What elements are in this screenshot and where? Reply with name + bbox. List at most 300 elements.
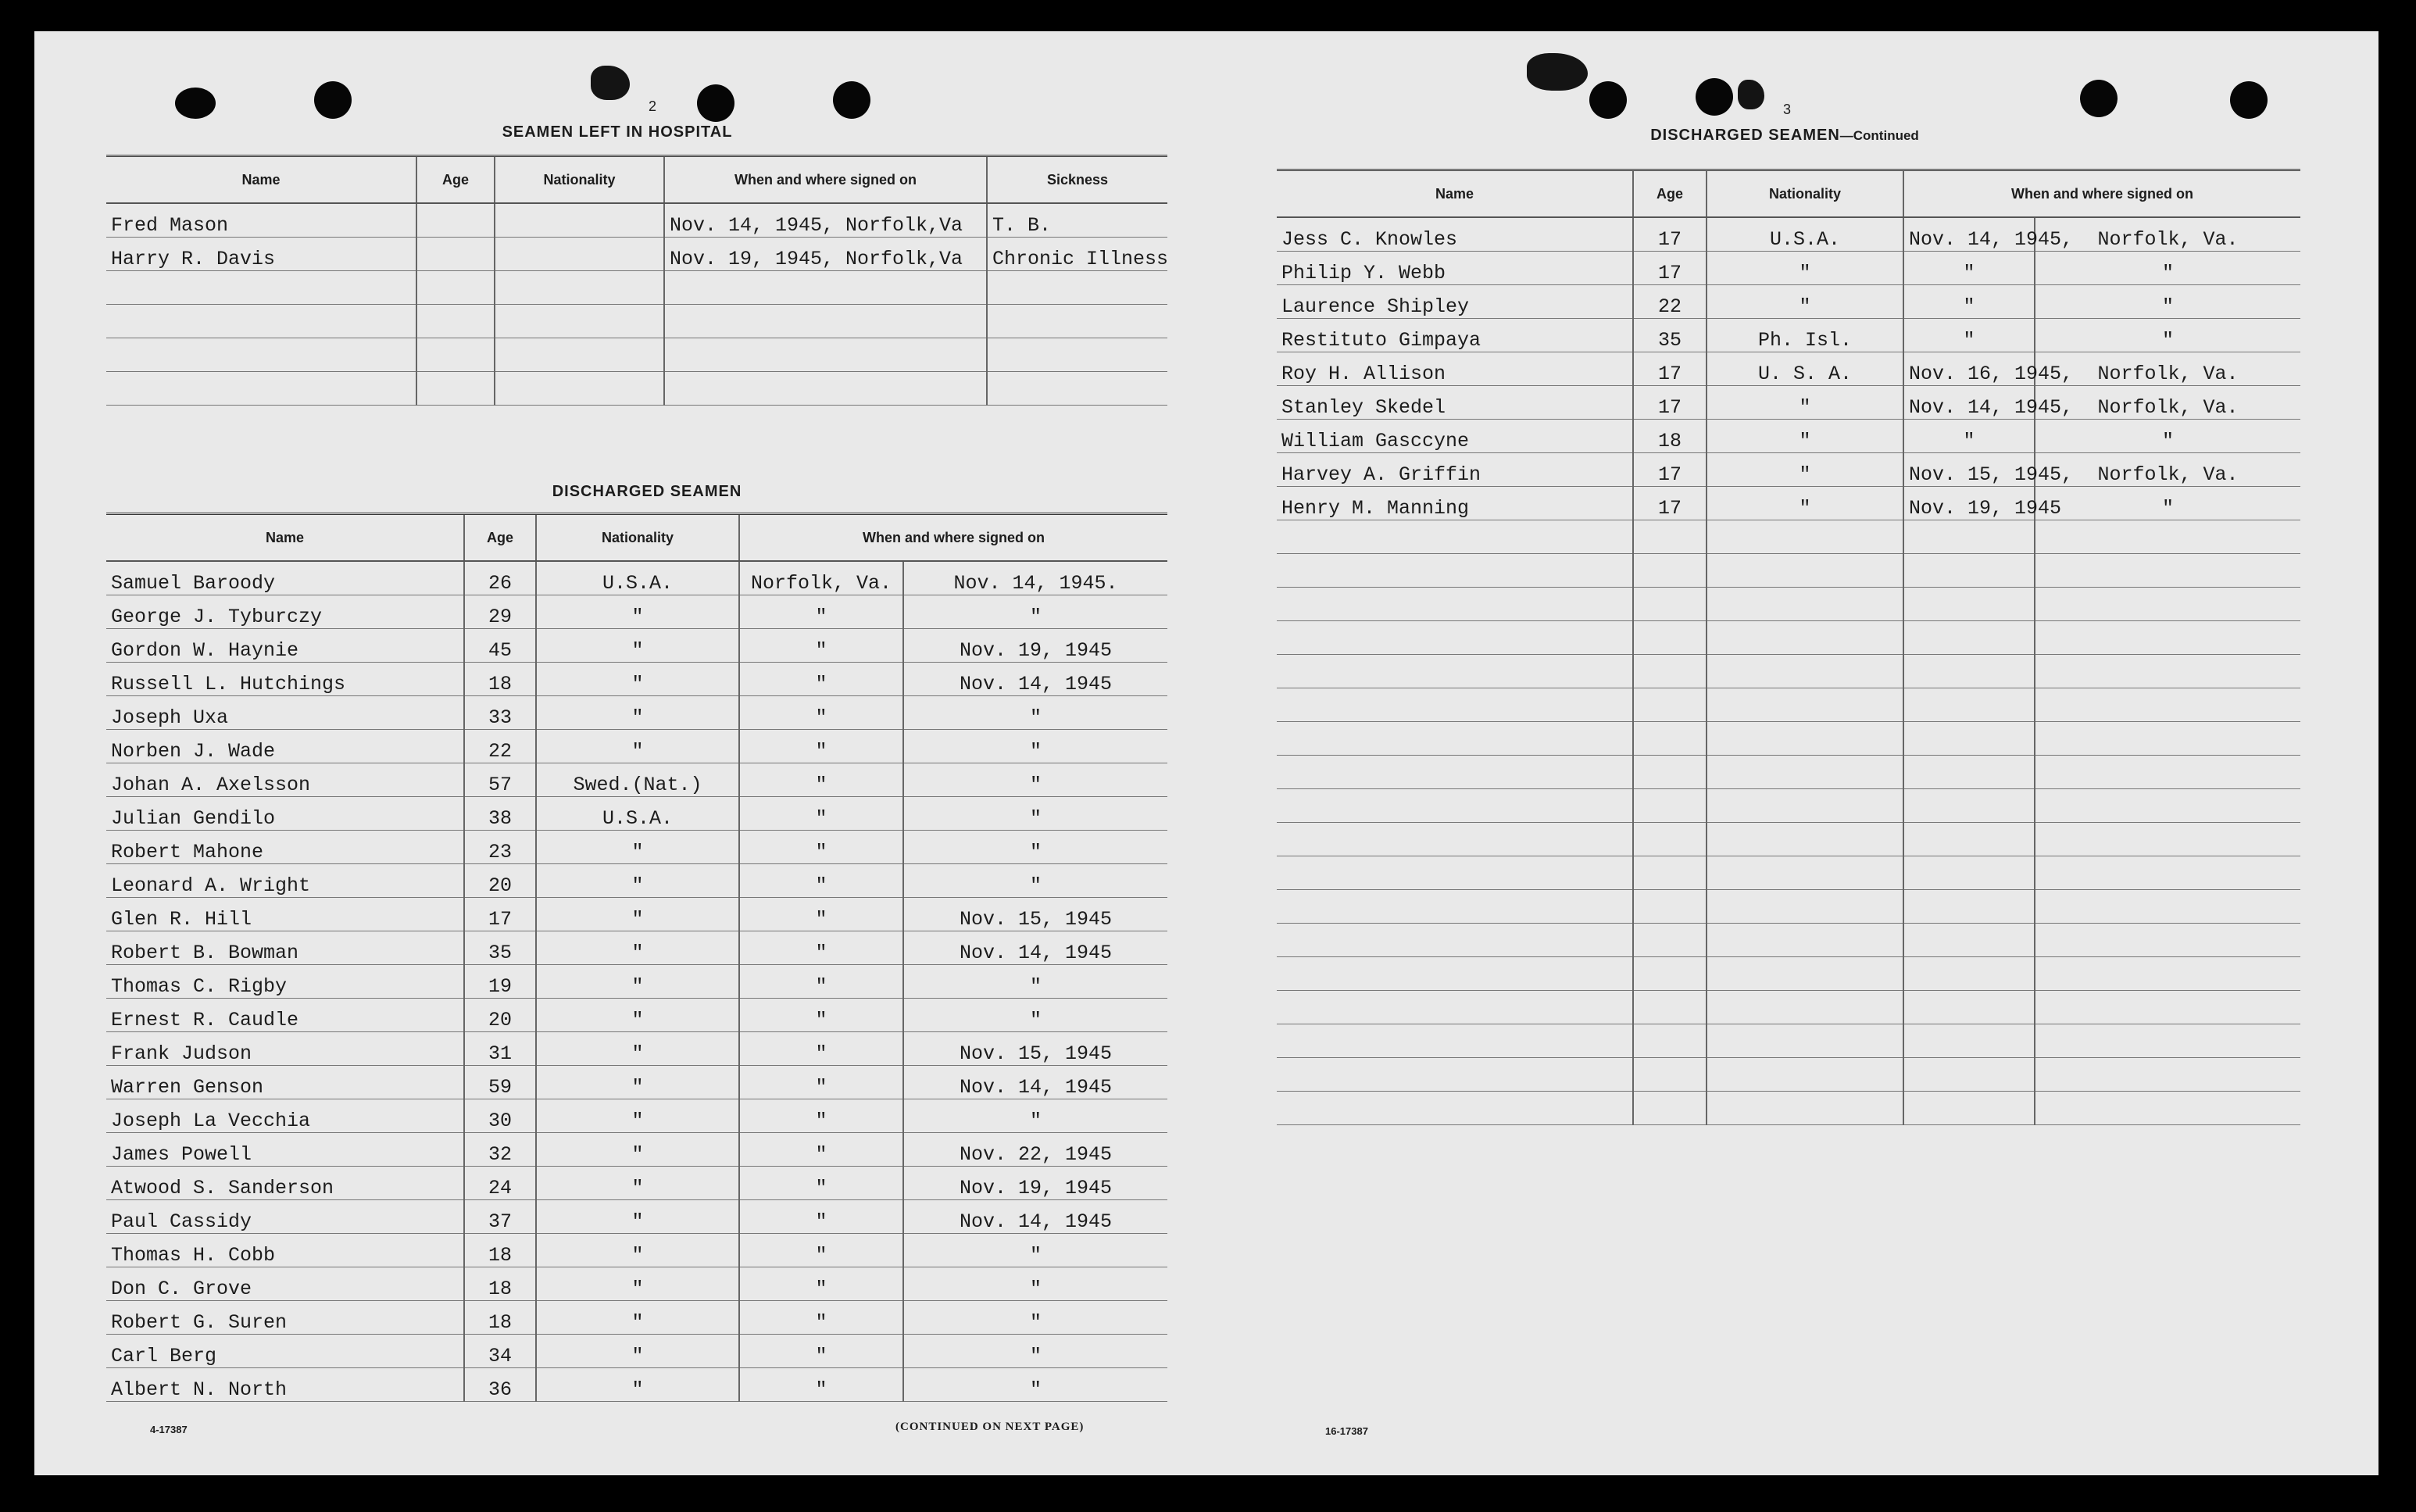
discharged-row — [106, 1368, 1167, 1402]
discharged-continued-row — [1277, 453, 2300, 487]
signed-on-date-cell: Nov. 15, 1945 — [903, 1032, 1167, 1066]
nationality-cell: U. S. A. — [1707, 352, 1903, 386]
signed-on-place-cell — [2035, 890, 2300, 924]
signed-on-cell — [664, 372, 987, 406]
age-cell: 45 — [464, 629, 536, 663]
age-cell: 18 — [464, 1301, 536, 1335]
signed-on-place-cell — [2035, 1058, 2300, 1092]
signed-on-date-cell: " — [903, 1335, 1167, 1368]
discharged-row — [106, 931, 1167, 965]
signed-on-place-cell — [2035, 756, 2300, 789]
age-cell — [416, 338, 495, 372]
age-cell: 17 — [1633, 352, 1707, 386]
nationality-cell: U.S.A. — [536, 797, 739, 831]
nationality-cell: " — [1707, 420, 1903, 453]
seaman-name-cell: Laurence Shipley — [1277, 285, 1633, 319]
signed-on-date-cell — [1903, 856, 2035, 890]
age-cell: 22 — [1633, 285, 1707, 319]
signed-on-date-cell: Nov. 19, 1945 — [903, 629, 1167, 663]
signed-on-place-cell: " — [739, 1200, 903, 1234]
age-cell — [1633, 588, 1707, 621]
signed-on-date-cell: Nov. 14, 1945 — [903, 1200, 1167, 1234]
signed-on-date-cell: Nov. 14, 1945 — [903, 663, 1167, 696]
column-header: Age — [1633, 170, 1707, 218]
nationality-cell: " — [536, 898, 739, 931]
seaman-name-cell — [1277, 789, 1633, 823]
signed-on-date-cell — [1903, 520, 2035, 554]
seaman-name-cell: Thomas C. Rigby — [106, 965, 464, 999]
signed-on-date-cell: Nov. 22, 1945 — [903, 1133, 1167, 1167]
signed-on-place-cell — [2035, 991, 2300, 1024]
discharged-row — [106, 696, 1167, 730]
hospital-row — [106, 238, 1167, 271]
signed-on-date-cell — [1903, 621, 2035, 655]
signed-on-place-cell: " — [739, 898, 903, 931]
age-cell: 30 — [464, 1099, 536, 1133]
nationality-cell: " — [536, 1368, 739, 1402]
discharged-table — [106, 513, 1167, 1402]
ink-stain — [591, 66, 630, 100]
signed-on-place-cell: " — [739, 1032, 903, 1066]
seaman-name-cell: Robert B. Bowman — [106, 931, 464, 965]
hospital-section-title: SEAMEN LEFT IN HOSPITAL — [502, 123, 733, 141]
discharged-continued-row — [1277, 319, 2300, 352]
signed-on-date-cell: Nov. 19, 1945 — [903, 1167, 1167, 1200]
seaman-name-cell — [1277, 621, 1633, 655]
discharged-row — [106, 629, 1167, 663]
signed-on-place-cell: " — [2035, 319, 2300, 352]
signed-on-place-cell: " — [739, 696, 903, 730]
nationality-cell: " — [536, 1066, 739, 1099]
seaman-name-cell: Atwood S. Sanderson — [106, 1167, 464, 1200]
signed-on-date-cell: " — [903, 1368, 1167, 1402]
signed-on-date-cell: " — [903, 696, 1167, 730]
signed-on-place-cell — [2035, 856, 2300, 890]
nationality-cell: " — [536, 1267, 739, 1301]
signed-on-place-cell: " — [739, 1234, 903, 1267]
discharged-continued-row — [1277, 588, 2300, 621]
age-cell — [416, 203, 495, 238]
seaman-name-cell: Joseph La Vecchia — [106, 1099, 464, 1133]
signed-on-place-cell — [2035, 823, 2300, 856]
signed-on-date-cell: " — [903, 730, 1167, 763]
seaman-name-cell: Johan A. Axelsson — [106, 763, 464, 797]
discharged-continued-row — [1277, 420, 2300, 453]
page-number: 2 — [649, 98, 657, 114]
seaman-name-cell: Robert G. Suren — [106, 1301, 464, 1335]
nationality-cell: " — [536, 831, 739, 864]
age-cell — [1633, 789, 1707, 823]
signed-on-place-cell: Norfolk, Va. — [2035, 352, 2300, 386]
seaman-name-cell: Gordon W. Haynie — [106, 629, 464, 663]
hospital-row — [106, 305, 1167, 338]
signed-on-date-cell: " — [903, 1301, 1167, 1335]
seaman-name-cell: Norben J. Wade — [106, 730, 464, 763]
age-cell: 18 — [464, 1267, 536, 1301]
seaman-name-cell: Warren Genson — [106, 1066, 464, 1099]
signed-on-date-cell: Nov. 16, 1945, — [1903, 352, 2035, 386]
age-cell: 35 — [1633, 319, 1707, 352]
sickness-cell — [987, 305, 1167, 338]
age-cell: 17 — [1633, 386, 1707, 420]
discharged-continued-row — [1277, 924, 2300, 957]
column-header: When and where signed on — [664, 156, 987, 204]
signed-on-date-cell — [1903, 688, 2035, 722]
column-header: Age — [416, 156, 495, 204]
seaman-name-cell: Glen R. Hill — [106, 898, 464, 931]
discharged-continued-row — [1277, 1092, 2300, 1125]
age-cell: 19 — [464, 965, 536, 999]
nationality-cell: " — [536, 1099, 739, 1133]
signed-on-place-cell: " — [739, 1301, 903, 1335]
seaman-name-cell: James Powell — [106, 1133, 464, 1167]
discharged-continued-row — [1277, 789, 2300, 823]
signed-on-place-cell: Norfolk, Va. — [739, 561, 903, 595]
column-header: Nationality — [1707, 170, 1903, 218]
nationality-cell: " — [536, 965, 739, 999]
sickness-cell: Chronic Illness — [987, 238, 1167, 271]
signed-on-cell — [664, 305, 987, 338]
nationality-cell — [495, 305, 664, 338]
hospital-row — [106, 271, 1167, 305]
discharged-row — [106, 1032, 1167, 1066]
age-cell — [1633, 621, 1707, 655]
seaman-name-cell — [1277, 1092, 1633, 1125]
signed-on-date-cell: " — [903, 763, 1167, 797]
signed-on-date-cell: " — [1903, 319, 2035, 352]
signed-on-place-cell: " — [739, 831, 903, 864]
discharged-continued-row — [1277, 621, 2300, 655]
nationality-cell: " — [536, 1335, 739, 1368]
nationality-cell — [1707, 554, 1903, 588]
discharged-continued-row — [1277, 487, 2300, 520]
document-sheet — [34, 31, 2378, 1475]
discharged-continued-row — [1277, 386, 2300, 420]
signed-on-date-cell — [1903, 1092, 2035, 1125]
age-cell — [1633, 688, 1707, 722]
discharged-row — [106, 1234, 1167, 1267]
ink-stain — [1527, 53, 1588, 91]
hospital-row — [106, 203, 1167, 238]
signed-on-place-cell: " — [739, 1066, 903, 1099]
age-cell: 18 — [464, 1234, 536, 1267]
signed-on-place-cell — [2035, 957, 2300, 991]
column-header: Nationality — [536, 514, 739, 562]
nationality-cell: " — [1707, 285, 1903, 319]
age-cell — [416, 238, 495, 271]
nationality-cell: " — [536, 1234, 739, 1267]
age-cell — [1633, 957, 1707, 991]
signed-on-date-cell — [1903, 789, 2035, 823]
seaman-name-cell: Paul Cassidy — [106, 1200, 464, 1234]
punch-hole — [697, 84, 734, 122]
signed-on-place-cell — [2035, 520, 2300, 554]
seaman-name-cell — [1277, 1058, 1633, 1092]
seaman-name-cell: Stanley Skedel — [1277, 386, 1633, 420]
seaman-name-cell: Robert Mahone — [106, 831, 464, 864]
signed-on-cell — [664, 338, 987, 372]
signed-on-place-cell: " — [2035, 285, 2300, 319]
signed-on-place-cell — [2035, 1092, 2300, 1125]
signed-on-date-cell: " — [903, 965, 1167, 999]
seaman-name-cell: Roy H. Allison — [1277, 352, 1633, 386]
seaman-name-cell — [1277, 957, 1633, 991]
age-cell: 17 — [1633, 487, 1707, 520]
age-cell — [1633, 1058, 1707, 1092]
age-cell: 57 — [464, 763, 536, 797]
seaman-name-cell: Fred Mason — [106, 203, 416, 238]
nationality-cell: " — [536, 629, 739, 663]
signed-on-date-cell — [1903, 1058, 2035, 1092]
seaman-name-cell: Albert N. North — [106, 1368, 464, 1402]
discharged-row — [106, 1335, 1167, 1368]
nationality-cell: " — [536, 730, 739, 763]
seaman-name-cell: Thomas H. Cobb — [106, 1234, 464, 1267]
sickness-cell — [987, 338, 1167, 372]
signed-on-place-cell: " — [739, 1368, 903, 1402]
punch-hole — [833, 81, 870, 119]
discharged-continued-row — [1277, 722, 2300, 756]
signed-on-cell: Nov. 19, 1945, Norfolk,Va — [664, 238, 987, 271]
sickness-cell — [987, 372, 1167, 406]
discharged-row — [106, 730, 1167, 763]
age-cell: 22 — [464, 730, 536, 763]
signed-on-date-cell — [1903, 1024, 2035, 1058]
signed-on-place-cell: " — [739, 763, 903, 797]
age-cell: 38 — [464, 797, 536, 831]
signed-on-date-cell: " — [1903, 285, 2035, 319]
seaman-name-cell — [1277, 890, 1633, 924]
nationality-cell — [1707, 621, 1903, 655]
nationality-cell — [1707, 722, 1903, 756]
punch-hole — [1589, 81, 1627, 119]
discharged-continued-row — [1277, 520, 2300, 554]
section-title: DISCHARGED SEAMEN — [1650, 127, 1840, 144]
age-cell: 29 — [464, 595, 536, 629]
discharged-row — [106, 561, 1167, 595]
nationality-cell: " — [1707, 487, 1903, 520]
discharged-continued-row — [1277, 957, 2300, 991]
nationality-cell — [1707, 856, 1903, 890]
discharged-continued-row — [1277, 352, 2300, 386]
discharged-row — [106, 797, 1167, 831]
age-cell — [1633, 520, 1707, 554]
signed-on-date-cell — [1903, 588, 2035, 621]
seaman-name-cell: Leonard A. Wright — [106, 864, 464, 898]
seaman-name-cell: Jess C. Knowles — [1277, 217, 1633, 252]
seaman-name-cell: Ernest R. Caudle — [106, 999, 464, 1032]
seaman-name-cell — [1277, 1024, 1633, 1058]
signed-on-place-cell: " — [739, 730, 903, 763]
age-cell — [416, 271, 495, 305]
discharged-continued-row — [1277, 655, 2300, 688]
signed-on-place-cell: " — [739, 999, 903, 1032]
age-cell — [416, 372, 495, 406]
seaman-name-cell: Restituto Gimpaya — [1277, 319, 1633, 352]
discharged-row — [106, 1267, 1167, 1301]
signed-on-place-cell: " — [739, 1267, 903, 1301]
discharged-continued-row — [1277, 554, 2300, 588]
seaman-name-cell: Carl Berg — [106, 1335, 464, 1368]
signed-on-date-cell — [1903, 722, 2035, 756]
discharged-row — [106, 831, 1167, 864]
signed-on-date-cell: " — [903, 864, 1167, 898]
nationality-cell — [1707, 823, 1903, 856]
nationality-cell: " — [536, 931, 739, 965]
nationality-cell: " — [536, 1032, 739, 1066]
age-cell — [416, 305, 495, 338]
age-cell: 33 — [464, 696, 536, 730]
age-cell — [1633, 756, 1707, 789]
signed-on-date-cell: Nov. 19, 1945 — [1903, 487, 2035, 520]
signed-on-date-cell: Nov. 14, 1945. — [903, 561, 1167, 595]
punch-hole — [314, 81, 352, 119]
nationality-cell: " — [1707, 386, 1903, 420]
discharged-continued-row — [1277, 285, 2300, 319]
signed-on-date-cell — [1903, 554, 2035, 588]
age-cell — [1633, 823, 1707, 856]
punch-hole — [175, 88, 216, 119]
signed-on-place-cell: " — [739, 864, 903, 898]
signed-on-place-cell — [2035, 554, 2300, 588]
discharged-continued-row — [1277, 1024, 2300, 1058]
signed-on-place-cell — [2035, 621, 2300, 655]
column-header: Name — [106, 156, 416, 204]
discharged-section-title: DISCHARGED SEAMEN — [552, 483, 742, 500]
signed-on-date-cell — [1903, 957, 2035, 991]
age-cell — [1633, 1024, 1707, 1058]
hospital-row — [106, 372, 1167, 406]
discharged-continued-row — [1277, 890, 2300, 924]
discharged-row — [106, 763, 1167, 797]
signed-on-place-cell: " — [739, 1335, 903, 1368]
seaman-name-cell: William Gasccyne — [1277, 420, 1633, 453]
discharged-row — [106, 965, 1167, 999]
discharged-continued-row — [1277, 991, 2300, 1024]
age-cell — [1633, 890, 1707, 924]
discharged-row — [106, 1200, 1167, 1234]
discharged-row — [106, 595, 1167, 629]
discharged-continued-row — [1277, 856, 2300, 890]
age-cell: 26 — [464, 561, 536, 595]
signed-on-place-cell: Norfolk, Va. — [2035, 453, 2300, 487]
seaman-name-cell — [106, 338, 416, 372]
signed-on-place-cell — [2035, 588, 2300, 621]
signed-on-date-cell: Nov. 14, 1945 — [903, 1066, 1167, 1099]
nationality-cell: " — [536, 1167, 739, 1200]
column-header: Name — [1277, 170, 1633, 218]
nationality-cell: " — [536, 1200, 739, 1234]
seaman-name-cell: Russell L. Hutchings — [106, 663, 464, 696]
column-header: Nationality — [495, 156, 664, 204]
age-cell: 17 — [464, 898, 536, 931]
continued-note: (CONTINUED ON NEXT PAGE) — [895, 1421, 1085, 1433]
age-cell: 34 — [464, 1335, 536, 1368]
signed-on-date-cell: " — [903, 1267, 1167, 1301]
age-cell: 17 — [1633, 453, 1707, 487]
seaman-name-cell: Frank Judson — [106, 1032, 464, 1066]
signed-on-date-cell: " — [1903, 420, 2035, 453]
seaman-name-cell — [1277, 688, 1633, 722]
signed-on-place-cell — [2035, 688, 2300, 722]
nationality-cell: " — [536, 696, 739, 730]
seaman-name-cell: Henry M. Manning — [1277, 487, 1633, 520]
seaman-name-cell: Joseph Uxa — [106, 696, 464, 730]
signed-on-place-cell: " — [2035, 252, 2300, 285]
signed-on-place-cell — [2035, 789, 2300, 823]
age-cell: 35 — [464, 931, 536, 965]
signed-on-place-cell — [2035, 655, 2300, 688]
nationality-cell — [1707, 924, 1903, 957]
signed-on-place-cell: " — [739, 797, 903, 831]
nationality-cell — [495, 338, 664, 372]
signed-on-date-cell: " — [903, 1234, 1167, 1267]
nationality-cell — [1707, 789, 1903, 823]
discharged-row — [106, 864, 1167, 898]
age-cell — [1633, 856, 1707, 890]
nationality-cell: U.S.A. — [1707, 217, 1903, 252]
discharged-row — [106, 663, 1167, 696]
page-number: 3 — [1783, 102, 1792, 117]
nationality-cell — [495, 271, 664, 305]
seaman-name-cell — [1277, 756, 1633, 789]
seaman-name-cell — [106, 271, 416, 305]
age-cell: 23 — [464, 831, 536, 864]
age-cell: 32 — [464, 1133, 536, 1167]
age-cell: 20 — [464, 999, 536, 1032]
sickness-cell — [987, 271, 1167, 305]
column-header: When and where signed on — [1903, 170, 2300, 218]
signed-on-date-cell: " — [903, 797, 1167, 831]
nationality-cell: " — [536, 999, 739, 1032]
seaman-name-cell — [1277, 655, 1633, 688]
age-cell — [1633, 991, 1707, 1024]
signed-on-date-cell: Nov. 15, 1945 — [903, 898, 1167, 931]
signed-on-place-cell: " — [739, 1099, 903, 1133]
signed-on-place-cell — [2035, 722, 2300, 756]
nationality-cell — [1707, 756, 1903, 789]
age-cell: 36 — [464, 1368, 536, 1402]
nationality-cell: " — [536, 595, 739, 629]
nationality-cell: " — [536, 1133, 739, 1167]
seaman-name-cell: Harry R. Davis — [106, 238, 416, 271]
nationality-cell — [1707, 957, 1903, 991]
signed-on-date-cell — [1903, 756, 2035, 789]
signed-on-place-cell: " — [739, 1133, 903, 1167]
signed-on-place-cell: " — [739, 931, 903, 965]
signed-on-place-cell: " — [739, 663, 903, 696]
signed-on-place-cell: Norfolk, Va. — [2035, 217, 2300, 252]
nationality-cell: " — [1707, 252, 1903, 285]
seaman-name-cell — [1277, 924, 1633, 957]
nationality-cell: " — [1707, 453, 1903, 487]
discharged-continued-row — [1277, 1058, 2300, 1092]
discharged-row — [106, 898, 1167, 931]
seaman-name-cell — [1277, 588, 1633, 621]
age-cell — [1633, 722, 1707, 756]
signed-on-date-cell — [1903, 823, 2035, 856]
column-header: When and where signed on — [739, 514, 1167, 562]
form-code: 16-17387 — [1325, 1425, 1368, 1437]
signed-on-date-cell: " — [903, 999, 1167, 1032]
nationality-cell: Ph. Isl. — [1707, 319, 1903, 352]
punch-hole — [2230, 81, 2268, 119]
signed-on-date-cell: Nov. 15, 1945, — [1903, 453, 2035, 487]
age-cell: 37 — [464, 1200, 536, 1234]
discharged-continued-row — [1277, 823, 2300, 856]
age-cell: 17 — [1633, 252, 1707, 285]
discharged-continued-row — [1277, 252, 2300, 285]
